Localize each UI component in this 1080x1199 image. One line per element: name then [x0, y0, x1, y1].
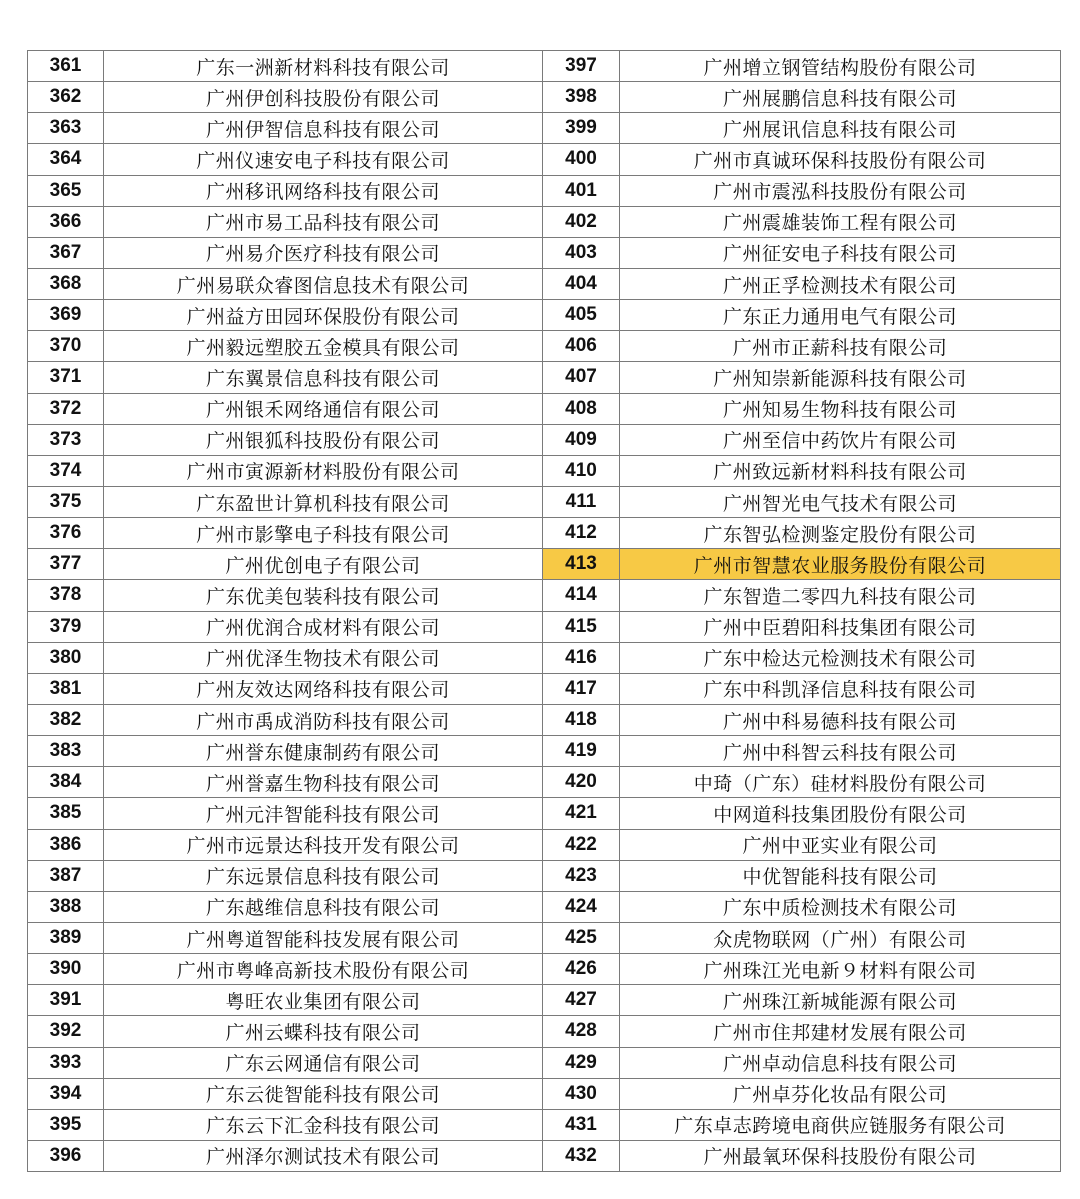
table-row	[28, 300, 1061, 331]
left-number-cell: 388	[28, 891, 104, 922]
right-number-cell: 398	[543, 82, 620, 113]
table-row	[28, 673, 1061, 704]
table-row	[28, 455, 1061, 486]
right-company-cell: 广东中科凯泽信息科技有限公司	[620, 673, 1061, 704]
left-number-cell: 389	[28, 922, 104, 953]
table-row	[28, 237, 1061, 268]
table-row	[28, 331, 1061, 362]
table-row	[28, 1140, 1061, 1171]
right-number-cell: 419	[543, 736, 620, 767]
table-row	[28, 362, 1061, 393]
left-company-cell: 广东云网通信有限公司	[104, 1047, 543, 1078]
right-company-cell: 广州震雄装饰工程有限公司	[620, 206, 1061, 237]
left-number-cell: 383	[28, 736, 104, 767]
left-number-cell: 371	[28, 362, 104, 393]
left-number-cell: 367	[28, 237, 104, 268]
table-row	[28, 704, 1061, 735]
table-row	[28, 642, 1061, 673]
left-company-cell: 广东云下汇金科技有限公司	[104, 1109, 543, 1140]
right-company-cell: 广州正孚检测技术有限公司	[620, 268, 1061, 299]
right-number-cell: 426	[543, 954, 620, 985]
table-row	[28, 486, 1061, 517]
left-number-cell: 370	[28, 331, 104, 362]
left-number-cell: 373	[28, 424, 104, 455]
right-number-cell: 413	[543, 549, 620, 580]
right-company-cell: 广州致远新材料科技有限公司	[620, 455, 1061, 486]
left-number-cell: 390	[28, 954, 104, 985]
table-row	[28, 1047, 1061, 1078]
left-company-cell: 广州市远景达科技开发有限公司	[104, 829, 543, 860]
left-number-cell: 363	[28, 113, 104, 144]
right-number-cell: 411	[543, 486, 620, 517]
left-number-cell: 391	[28, 985, 104, 1016]
table-row	[28, 985, 1061, 1016]
right-company-cell: 广州知崇新能源科技有限公司	[620, 362, 1061, 393]
right-company-cell: 广州中科智云科技有限公司	[620, 736, 1061, 767]
table-row	[28, 424, 1061, 455]
right-number-cell: 405	[543, 300, 620, 331]
right-company-cell: 广州卓芬化妆品有限公司	[620, 1078, 1061, 1109]
right-number-cell: 408	[543, 393, 620, 424]
left-number-cell: 374	[28, 455, 104, 486]
right-number-cell: 422	[543, 829, 620, 860]
table-row	[28, 860, 1061, 891]
table-row	[28, 1078, 1061, 1109]
right-company-cell: 广州展鹏信息科技有限公司	[620, 82, 1061, 113]
right-company-cell: 广东中质检测技术有限公司	[620, 891, 1061, 922]
right-number-cell: 410	[543, 455, 620, 486]
right-number-cell: 428	[543, 1016, 620, 1047]
table-row	[28, 549, 1061, 580]
right-number-cell: 409	[543, 424, 620, 455]
left-number-cell: 361	[28, 51, 104, 82]
left-company-cell: 广州伊创科技股份有限公司	[104, 82, 543, 113]
left-number-cell: 376	[28, 518, 104, 549]
left-company-cell: 广州易联众睿图信息技术有限公司	[104, 268, 543, 299]
right-company-cell: 广州智光电气技术有限公司	[620, 486, 1061, 517]
company-list-table	[27, 50, 1061, 1172]
right-company-cell: 广东卓志跨境电商供应链服务有限公司	[620, 1109, 1061, 1140]
right-company-cell: 广州展讯信息科技有限公司	[620, 113, 1061, 144]
right-company-cell: 广州增立钢管结构股份有限公司	[620, 51, 1061, 82]
right-number-cell: 427	[543, 985, 620, 1016]
left-company-cell: 广州元沣智能科技有限公司	[104, 798, 543, 829]
left-number-cell: 380	[28, 642, 104, 673]
table-row	[28, 767, 1061, 798]
table-row	[28, 113, 1061, 144]
left-number-cell: 375	[28, 486, 104, 517]
left-company-cell: 广州优创电子有限公司	[104, 549, 543, 580]
right-company-cell: 广州市震泓科技股份有限公司	[620, 175, 1061, 206]
right-number-cell: 412	[543, 518, 620, 549]
right-number-cell: 414	[543, 580, 620, 611]
left-number-cell: 368	[28, 268, 104, 299]
right-number-cell: 431	[543, 1109, 620, 1140]
right-company-cell: 广州知易生物科技有限公司	[620, 393, 1061, 424]
left-number-cell: 396	[28, 1140, 104, 1171]
left-company-cell: 广州誉嘉生物科技有限公司	[104, 767, 543, 798]
right-company-cell: 广州最氧环保科技股份有限公司	[620, 1140, 1061, 1171]
table-row	[28, 798, 1061, 829]
left-company-cell: 广州银狐科技股份有限公司	[104, 424, 543, 455]
right-number-cell: 418	[543, 704, 620, 735]
right-number-cell: 421	[543, 798, 620, 829]
table-row	[28, 51, 1061, 82]
right-company-cell: 广州市真诚环保科技股份有限公司	[620, 144, 1061, 175]
table-row	[28, 829, 1061, 860]
left-company-cell: 广东一洲新材料科技有限公司	[104, 51, 543, 82]
right-number-cell: 429	[543, 1047, 620, 1078]
right-number-cell: 432	[543, 1140, 620, 1171]
left-number-cell: 364	[28, 144, 104, 175]
left-number-cell: 385	[28, 798, 104, 829]
right-number-cell: 401	[543, 175, 620, 206]
right-number-cell: 400	[543, 144, 620, 175]
left-company-cell: 广州誉东健康制药有限公司	[104, 736, 543, 767]
right-company-cell: 中优智能科技有限公司	[620, 860, 1061, 891]
right-company-cell: 广州至信中药饮片有限公司	[620, 424, 1061, 455]
right-company-cell: 中琦（广东）硅材料股份有限公司	[620, 767, 1061, 798]
right-number-cell: 397	[543, 51, 620, 82]
right-company-cell: 中网道科技集团股份有限公司	[620, 798, 1061, 829]
left-company-cell: 广东翼景信息科技有限公司	[104, 362, 543, 393]
right-company-cell: 广州中科易德科技有限公司	[620, 704, 1061, 735]
right-company-cell: 广州市正薪科技有限公司	[620, 331, 1061, 362]
right-company-cell: 广州中臣碧阳科技集团有限公司	[620, 611, 1061, 642]
table-row	[28, 736, 1061, 767]
table-row	[28, 954, 1061, 985]
left-number-cell: 386	[28, 829, 104, 860]
right-company-cell: 广州珠江光电新９材料有限公司	[620, 954, 1061, 985]
left-number-cell: 382	[28, 704, 104, 735]
left-number-cell: 372	[28, 393, 104, 424]
left-company-cell: 广州泽尔测试技术有限公司	[104, 1140, 543, 1171]
left-number-cell: 387	[28, 860, 104, 891]
left-number-cell: 365	[28, 175, 104, 206]
left-number-cell: 377	[28, 549, 104, 580]
left-company-cell: 广州市影擎电子科技有限公司	[104, 518, 543, 549]
table-row	[28, 393, 1061, 424]
left-company-cell: 广州伊智信息科技有限公司	[104, 113, 543, 144]
table-row	[28, 268, 1061, 299]
table-row	[28, 1109, 1061, 1140]
left-number-cell: 362	[28, 82, 104, 113]
left-company-cell: 粤旺农业集团有限公司	[104, 985, 543, 1016]
left-number-cell: 395	[28, 1109, 104, 1140]
right-number-cell: 416	[543, 642, 620, 673]
right-company-cell: 广州卓动信息科技有限公司	[620, 1047, 1061, 1078]
right-number-cell: 417	[543, 673, 620, 704]
table-row	[28, 82, 1061, 113]
right-number-cell: 424	[543, 891, 620, 922]
right-company-cell: 广东中检达元检测技术有限公司	[620, 642, 1061, 673]
left-number-cell: 393	[28, 1047, 104, 1078]
right-number-cell: 407	[543, 362, 620, 393]
table-row	[28, 518, 1061, 549]
table-row	[28, 922, 1061, 953]
left-company-cell: 广州云蝶科技有限公司	[104, 1016, 543, 1047]
left-number-cell: 378	[28, 580, 104, 611]
left-company-cell: 广州粤道智能科技发展有限公司	[104, 922, 543, 953]
left-company-cell: 广东越维信息科技有限公司	[104, 891, 543, 922]
left-company-cell: 广州市禹成消防科技有限公司	[104, 704, 543, 735]
right-company-cell: 广州征安电子科技有限公司	[620, 237, 1061, 268]
right-company-cell: 广东智弘检测鉴定股份有限公司	[620, 518, 1061, 549]
table-row	[28, 891, 1061, 922]
right-number-cell: 423	[543, 860, 620, 891]
table-row	[28, 206, 1061, 237]
left-company-cell: 广州益方田园环保股份有限公司	[104, 300, 543, 331]
left-number-cell: 384	[28, 767, 104, 798]
left-company-cell: 广州毅远塑胶五金模具有限公司	[104, 331, 543, 362]
right-company-cell: 广州市智慧农业服务股份有限公司	[620, 549, 1061, 580]
right-company-cell: 广州中亚实业有限公司	[620, 829, 1061, 860]
left-number-cell: 394	[28, 1078, 104, 1109]
right-company-cell: 广州珠江新城能源有限公司	[620, 985, 1061, 1016]
company-list-body	[28, 51, 1061, 1172]
table-row	[28, 144, 1061, 175]
right-number-cell: 402	[543, 206, 620, 237]
left-company-cell: 广东盈世计算机科技有限公司	[104, 486, 543, 517]
left-number-cell: 392	[28, 1016, 104, 1047]
table-row	[28, 175, 1061, 206]
left-number-cell: 381	[28, 673, 104, 704]
right-number-cell: 415	[543, 611, 620, 642]
left-number-cell: 379	[28, 611, 104, 642]
right-number-cell: 425	[543, 922, 620, 953]
right-number-cell: 430	[543, 1078, 620, 1109]
left-company-cell: 广州友效达网络科技有限公司	[104, 673, 543, 704]
right-number-cell: 399	[543, 113, 620, 144]
left-company-cell: 广州优润合成材料有限公司	[104, 611, 543, 642]
left-number-cell: 366	[28, 206, 104, 237]
left-company-cell: 广州市易工品科技有限公司	[104, 206, 543, 237]
left-company-cell: 广州仪速安电子科技有限公司	[104, 144, 543, 175]
left-company-cell: 广州移讯网络科技有限公司	[104, 175, 543, 206]
right-company-cell: 众虎物联网（广州）有限公司	[620, 922, 1061, 953]
right-number-cell: 406	[543, 331, 620, 362]
left-company-cell: 广东远景信息科技有限公司	[104, 860, 543, 891]
left-company-cell: 广州优泽生物技术有限公司	[104, 642, 543, 673]
right-company-cell: 广东正力通用电气有限公司	[620, 300, 1061, 331]
right-company-cell: 广州市住邦建材发展有限公司	[620, 1016, 1061, 1047]
table-row	[28, 611, 1061, 642]
left-company-cell: 广东优美包装科技有限公司	[104, 580, 543, 611]
left-company-cell: 广州银禾网络通信有限公司	[104, 393, 543, 424]
right-number-cell: 404	[543, 268, 620, 299]
left-company-cell: 广州易介医疗科技有限公司	[104, 237, 543, 268]
left-company-cell: 广州市粤峰高新技术股份有限公司	[104, 954, 543, 985]
left-company-cell: 广东云徙智能科技有限公司	[104, 1078, 543, 1109]
right-company-cell: 广东智造二零四九科技有限公司	[620, 580, 1061, 611]
left-number-cell: 369	[28, 300, 104, 331]
right-number-cell: 420	[543, 767, 620, 798]
table-row	[28, 1016, 1061, 1047]
table-row	[28, 580, 1061, 611]
right-number-cell: 403	[543, 237, 620, 268]
left-company-cell: 广州市寅源新材料股份有限公司	[104, 455, 543, 486]
